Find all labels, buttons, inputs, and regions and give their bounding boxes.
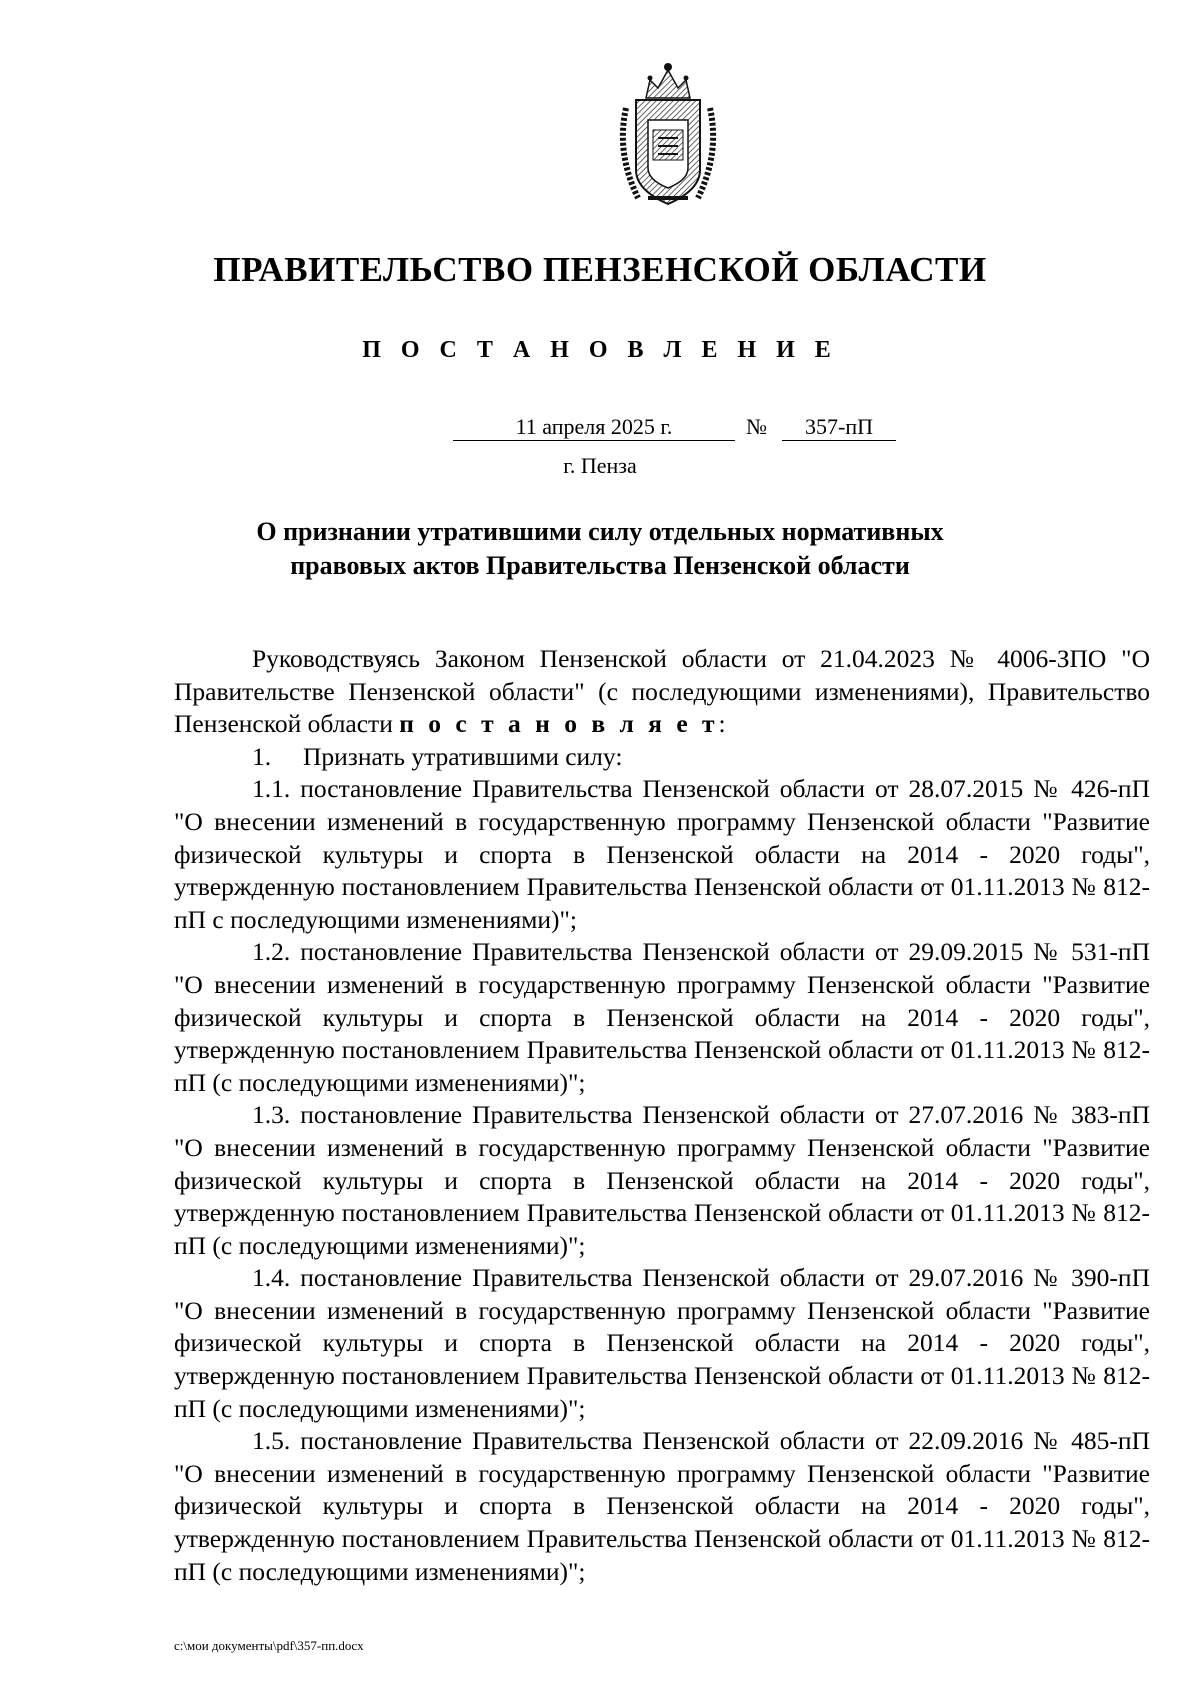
subject-line-2: правовых актов Правительства Пензенской области	[290, 551, 910, 580]
item-1-1: 1.1. постановление Правительства Пензенской области от 28.07.2015 № 426-пП "О внесении изменений в государственную программу Пензенской области "Развитие физической культуры и спорта в Пензенской области на 2014 - 2020 годы", утвержденную постановлением Правительства Пензенской области от 01.11.2013 № 812-пП с последующими изменениями)";	[174, 774, 1150, 934]
preamble-resolves: п о с т а н о в л я е т	[399, 709, 719, 739]
decree-subject	[0, 515, 1200, 583]
file-path-footer: c:\мои документы\pdf\357-пп.docx	[174, 1638, 364, 1653]
number-sign: №	[746, 414, 767, 439]
preamble-paragraph	[174, 643, 1150, 741]
preamble-tail: :	[718, 709, 726, 739]
decree-body	[174, 643, 1150, 1588]
subject-line-1: О признании утратившими силу отдельных нормативных	[256, 517, 944, 546]
coat-of-arms-emblem	[608, 58, 728, 213]
decree-date: 11 апреля 2025 г.	[453, 414, 735, 441]
document-type: П О С Т А Н О В Л Е Н И Е	[362, 337, 838, 363]
item-1-4: 1.4. постановление Правительства Пензенской области от 29.07.2016 № 390-пП "О внесении изменений в государственную программу Пензенской области "Развитие физической культуры и спорта в Пензенской области на 2014 - 2020 годы", утвержденную постановлением Правительства Пензенской области от 01.11.2013 № 812-пП (с последующими изменениями)";	[174, 1263, 1150, 1423]
city: г. Пенза	[563, 453, 637, 478]
preamble-text: Руководствуясь Законом Пензенской области от 21.04.2023 № 4006-ЗПО "О Правительстве Пензенской области" (с последующими изменениями), Правительство Пензенской области	[174, 644, 1150, 739]
item-1-2: 1.2. постановление Правительства Пензенской области от 29.09.2015 № 531-пП "О внесении изменений в государственную программу Пензенской области "Развитие физической культуры и спорта в Пензенской области на 2014 - 2020 годы", утвержденную постановлением Правительства Пензенской области от 01.11.2013 № 812-пП (с последующими изменениями)";	[174, 937, 1150, 1097]
item-1: 1. Признать утратившими силу:	[252, 741, 623, 771]
item-1-3: 1.3. постановление Правительства Пензенской области от 27.07.2016 № 383-пП "О внесении изменений в государственную программу Пензенской области "Развитие физической культуры и спорта в Пензенской области на 2014 - 2020 годы", утвержденную постановлением Правительства Пензенской области от 01.11.2013 № 812-пП (с последующими изменениями)";	[174, 1100, 1150, 1260]
decree-number: 357-пП	[782, 414, 896, 441]
government-title: ПРАВИТЕЛЬСТВО ПЕНЗЕНСКОЙ ОБЛАСТИ	[213, 250, 987, 289]
item-1-5: 1.5. постановление Правительства Пензенской области от 22.09.2016 № 485-пП "О внесении изменений в государственную программу Пензенской области "Развитие физической культуры и спорта в Пензенской области на 2014 - 2020 годы", утвержденную постановлением Правительства Пензенской области от 01.11.2013 № 812-пП (с последующими изменениями)";	[174, 1426, 1150, 1586]
